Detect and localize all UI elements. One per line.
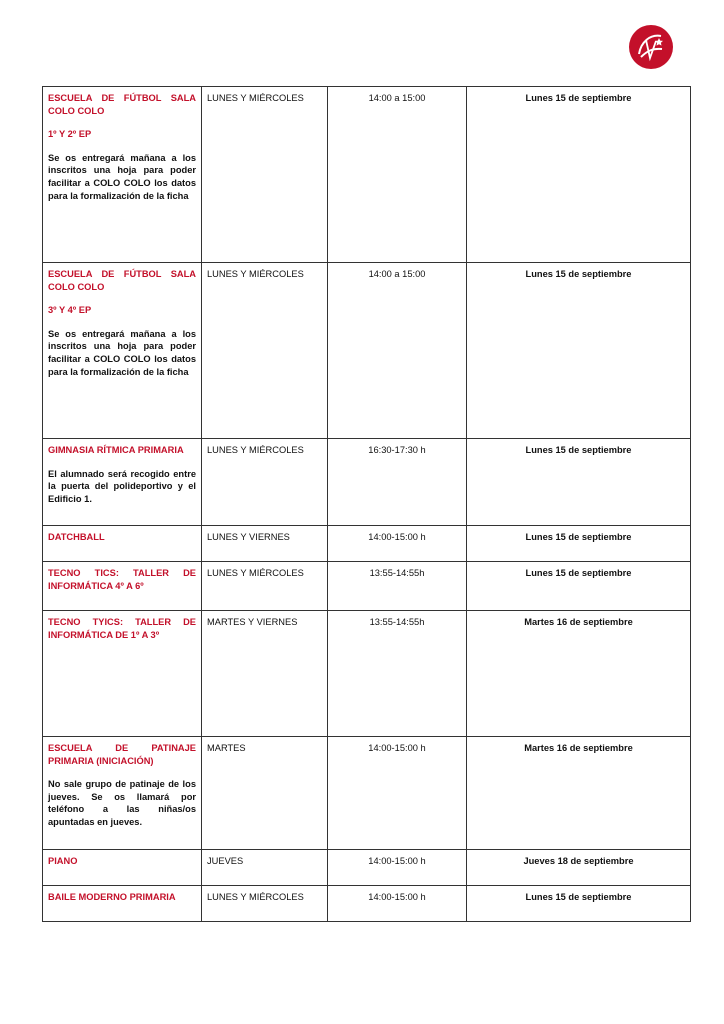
activity-group: 1º Y 2º EP bbox=[48, 129, 92, 140]
activity-start-date: Lunes 15 de septiembre bbox=[525, 892, 632, 902]
activity-time: 13:55-14:55h bbox=[369, 568, 425, 578]
table-row bbox=[43, 850, 691, 886]
activity-days: LUNES Y VIERNES bbox=[207, 532, 290, 542]
activity-start-date: Lunes 15 de septiembre bbox=[525, 532, 632, 542]
activity-days: MARTES bbox=[207, 743, 246, 753]
activity-start-date: Lunes 15 de septiembre bbox=[525, 93, 632, 103]
activity-days: LUNES Y MIÉRCOLES bbox=[207, 93, 304, 103]
days-cell bbox=[202, 87, 328, 263]
table-row bbox=[43, 439, 691, 526]
activity-note: No sale grupo de patinaje de los jueves. Se os llamará por teléfono a las niñas/os apuntadas en jueves. bbox=[48, 779, 196, 827]
days-cell bbox=[202, 737, 328, 850]
activity-time: 14:00-15:00 h bbox=[368, 743, 426, 753]
days-cell bbox=[202, 526, 328, 562]
time-cell bbox=[328, 850, 467, 886]
activity-name: ESCUELA DE FÚTBOL SALA COLO COLO bbox=[48, 93, 196, 116]
start-cell bbox=[467, 850, 691, 886]
time-cell bbox=[328, 737, 467, 850]
activity-cell bbox=[43, 737, 202, 850]
table-row bbox=[43, 526, 691, 562]
start-cell bbox=[467, 87, 691, 263]
activity-time: 14:00 a 15:00 bbox=[368, 93, 426, 103]
activity-cell bbox=[43, 886, 202, 922]
days-cell bbox=[202, 611, 328, 737]
activity-time: 14:00-15:00 h bbox=[368, 892, 426, 902]
activity-time: 16:30-17:30 h bbox=[368, 445, 426, 455]
activity-days: LUNES Y MIÉRCOLES bbox=[207, 892, 304, 902]
activity-cell bbox=[43, 562, 202, 611]
activity-days: JUEVES bbox=[207, 856, 244, 866]
start-cell bbox=[467, 439, 691, 526]
activity-days: LUNES Y MIÉRCOLES bbox=[207, 568, 304, 578]
table-row bbox=[43, 737, 691, 850]
activity-start-date: Lunes 15 de septiembre bbox=[525, 269, 632, 279]
activity-note: Se os entregará mañana a los inscritos una hoja para poder facilitar a COLO COLO los datos para la formalización de la ficha bbox=[48, 152, 196, 201]
activity-time: 14:00-15:00 h bbox=[368, 856, 426, 866]
activity-cell bbox=[43, 850, 202, 886]
start-cell bbox=[467, 886, 691, 922]
activity-group: 3º Y 4º EP bbox=[48, 305, 92, 316]
activity-start-date: Jueves 18 de septiembre bbox=[523, 856, 634, 866]
activity-note: El alumnado será recogido entre la puerta del polideportivo y el Edificio 1. bbox=[48, 468, 196, 504]
days-cell bbox=[202, 850, 328, 886]
activity-name: DATCHBALL bbox=[48, 532, 105, 542]
activity-name: TECNO TICS: TALLER DE INFORMÁTICA 4º A 6º bbox=[48, 568, 196, 591]
start-cell bbox=[467, 562, 691, 611]
activity-start-date: Martes 16 de septiembre bbox=[524, 743, 633, 753]
days-cell bbox=[202, 263, 328, 439]
table-row bbox=[43, 611, 691, 737]
start-cell bbox=[467, 526, 691, 562]
activity-name: ESCUELA DE PATINAJE PRIMARIA (INICIACIÓN) bbox=[48, 743, 196, 766]
activity-cell bbox=[43, 439, 202, 526]
time-cell bbox=[328, 439, 467, 526]
table-row bbox=[43, 87, 691, 263]
activity-name: ESCUELA DE FÚTBOL SALA COLO COLO bbox=[48, 269, 196, 292]
activity-days: MARTES Y VIERNES bbox=[207, 617, 298, 627]
activity-cell bbox=[43, 263, 202, 439]
activity-days: LUNES Y MIÉRCOLES bbox=[207, 445, 304, 455]
table-row bbox=[43, 562, 691, 611]
activity-cell bbox=[43, 87, 202, 263]
activity-time: 13:55-14:55h bbox=[369, 617, 425, 627]
time-cell bbox=[328, 526, 467, 562]
start-cell bbox=[467, 611, 691, 737]
activities-table bbox=[42, 86, 691, 922]
table-row bbox=[43, 263, 691, 439]
time-cell bbox=[328, 562, 467, 611]
activity-cell bbox=[43, 611, 202, 737]
activity-days: LUNES Y MIÉRCOLES bbox=[207, 269, 304, 279]
activity-time: 14:00 a 15:00 bbox=[368, 269, 426, 279]
time-cell bbox=[328, 87, 467, 263]
activity-note: Se os entregará mañana a los inscritos una hoja para poder facilitar a COLO COLO los datos para la formalización de la ficha bbox=[48, 328, 196, 377]
activity-time: 14:00-15:00 h bbox=[368, 532, 426, 542]
activity-name: BAILE MODERNO PRIMARIA bbox=[48, 892, 176, 902]
time-cell bbox=[328, 263, 467, 439]
activity-name: PIANO bbox=[48, 856, 78, 866]
table-row bbox=[43, 886, 691, 922]
activity-name: TECNO TYICS: TALLER DE INFORMÁTICA DE 1º A 3º bbox=[48, 617, 196, 640]
days-cell bbox=[202, 886, 328, 922]
activity-start-date: Lunes 15 de septiembre bbox=[525, 568, 632, 578]
time-cell bbox=[328, 886, 467, 922]
start-cell bbox=[467, 263, 691, 439]
start-cell bbox=[467, 737, 691, 850]
time-cell bbox=[328, 611, 467, 737]
activity-cell bbox=[43, 526, 202, 562]
activity-name: GIMNASIA RÍTMICA PRIMARIA bbox=[48, 445, 184, 455]
school-crest-icon bbox=[628, 24, 674, 70]
days-cell bbox=[202, 562, 328, 611]
activity-start-date: Martes 16 de septiembre bbox=[524, 617, 633, 627]
activity-start-date: Lunes 15 de septiembre bbox=[525, 445, 632, 455]
days-cell bbox=[202, 439, 328, 526]
